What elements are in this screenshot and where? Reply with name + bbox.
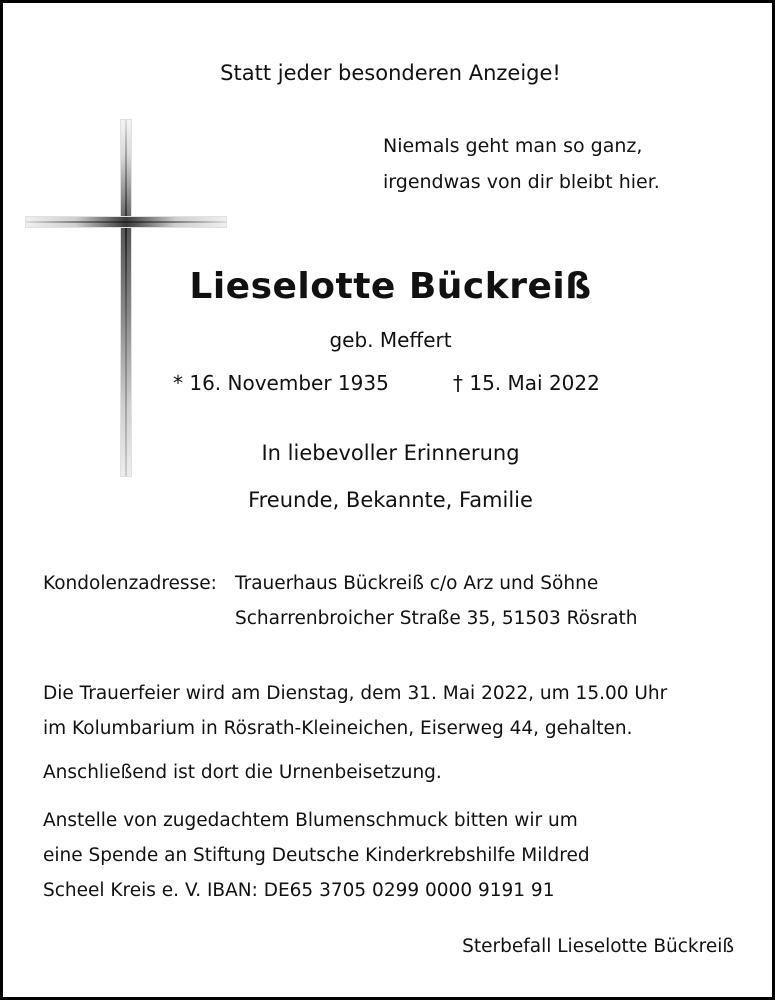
memory-line: In liebevoller Erinnerung xyxy=(261,441,520,465)
death-date: † 15. Mai 2022 xyxy=(453,371,600,395)
birth-date: * 16. November 1935 xyxy=(173,371,389,395)
cross-icon-horizontal xyxy=(25,216,227,228)
funeral-line-2: im Kolumbarium in Rösrath-Kleineichen, Eiserweg 44, gehalten. xyxy=(43,718,633,739)
condolence-address-line-2: Scharrenbroicher Straße 35, 51503 Rösrath xyxy=(235,608,638,629)
mourners-line: Freunde, Bekannte, Familie xyxy=(248,488,533,512)
donation-line-1: Anstelle von zugedachtem Blumenschmuck bitten wir um xyxy=(43,810,578,831)
condolence-label: Kondolenzadresse: xyxy=(43,573,217,594)
birth-name: geb. Meffert xyxy=(329,328,452,352)
motto-line-2: irgendwas von dir bleibt hier. xyxy=(383,171,660,193)
motto-line-1: Niemals geht man so ganz, xyxy=(383,135,643,157)
closing-signature: Sterbefall Lieselotte Bückreiß xyxy=(462,936,734,957)
donation-line-3: Scheel Kreis e. V. IBAN: DE65 3705 0299 0000 9191 91 xyxy=(43,880,555,901)
condolence-address-line-1: Trauerhaus Bückreiß c/o Arz und Söhne xyxy=(235,573,599,594)
donation-line-2: eine Spende an Stiftung Deutsche Kinderkrebshilfe Mildred xyxy=(43,845,590,866)
deceased-name: Lieselotte Bückreiß xyxy=(189,266,592,307)
burial-line: Anschließend ist dort die Urnenbeisetzung. xyxy=(43,762,442,783)
funeral-line-1: Die Trauerfeier wird am Dienstag, dem 31. Mai 2022, um 15.00 Uhr xyxy=(43,683,668,704)
headline: Statt jeder besonderen Anzeige! xyxy=(220,61,561,85)
